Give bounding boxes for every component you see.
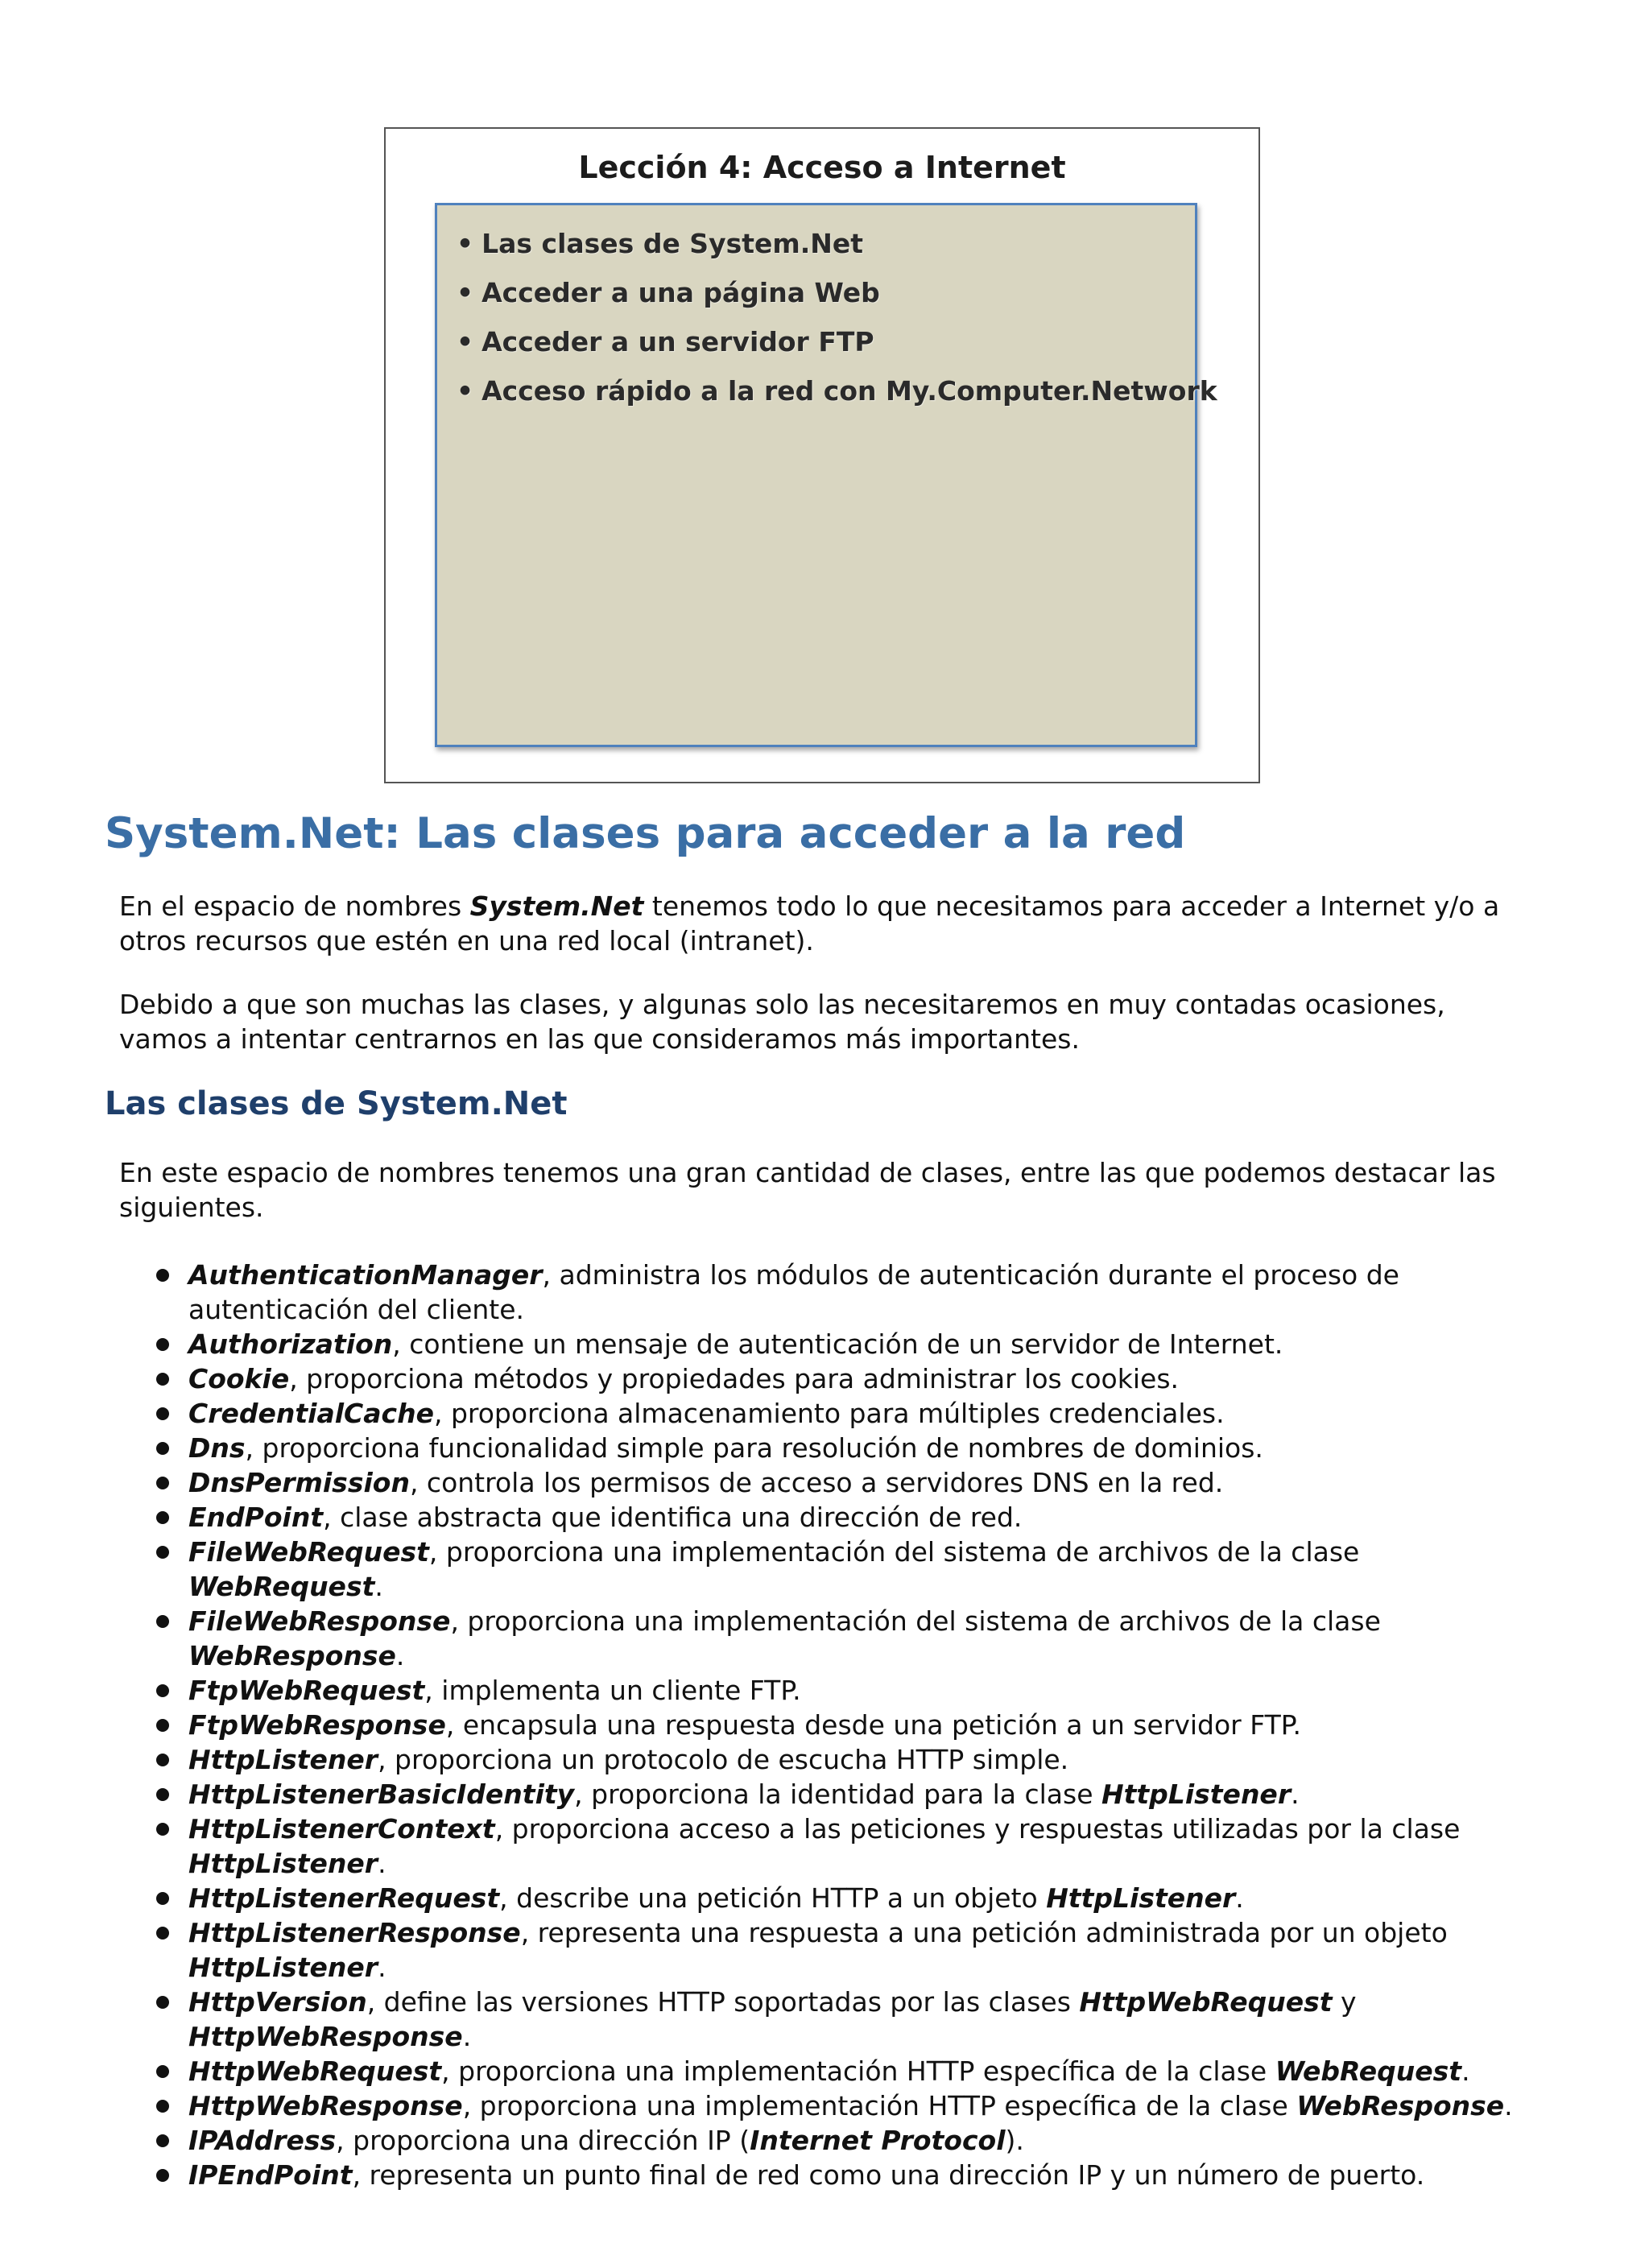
class-name: IPEndPoint	[188, 2159, 353, 2191]
class-reference: HttpListener	[188, 1952, 378, 1983]
class-description: , proporciona una implementación del sistema de archivos de la clase	[450, 1605, 1381, 1637]
class-name: DnsPermission	[188, 1467, 410, 1498]
class-name: HttpVersion	[188, 1986, 367, 2018]
class-list	[119, 1258, 1536, 2192]
class-description: , representa un punto final de red como una dirección IP y un número de puerto.	[352, 2159, 1425, 2191]
class-reference: WebResponse	[188, 1640, 396, 1671]
class-reference: WebRequest	[188, 1571, 375, 1602]
class-description: , proporciona una implementación HTTP específica de la clase	[462, 2090, 1297, 2121]
class-list-item	[119, 1500, 1536, 1535]
class-list-item	[119, 1673, 1536, 1708]
bullet-icon: •	[457, 228, 474, 259]
class-description: , proporciona acceso a las peticiones y respuestas utilizadas por la clase	[494, 1813, 1461, 1845]
bullet-icon: •	[457, 375, 474, 407]
bullet-icon: •	[457, 326, 474, 357]
class-name: Authorization	[188, 1328, 393, 1360]
class-list-item: FileWebRequest, proporciona una implementación del sistema de archivos de la clase WebRequest.	[119, 1535, 1536, 1604]
slide-title: Lección 4: Acceso a Internet	[578, 150, 1066, 185]
class-name: FtpWebResponse	[188, 1709, 446, 1741]
class-list-item: FileWebResponse, proporciona una implementación del sistema de archivos de la clase WebResponse.	[119, 1604, 1536, 1673]
class-list-item	[119, 1431, 1536, 1465]
class-name: FileWebRequest	[188, 1536, 429, 1568]
class-list-item	[119, 1742, 1536, 1777]
class-reference: HttpListener	[188, 1848, 378, 1879]
class-reference: HttpWebRequest	[1079, 1986, 1333, 2018]
class-reference: HttpListener	[1046, 1882, 1236, 1914]
class-description: , controla los permisos de acceso a servidores DNS en la red.	[409, 1467, 1224, 1498]
class-description: , implementa un cliente FTP.	[424, 1675, 801, 1706]
class-description: , encapsula una respuesta desde una petición a un servidor FTP.	[445, 1709, 1302, 1741]
class-description: , proporciona una dirección IP (	[336, 2125, 750, 2156]
section-intro-paragraph: En este espacio de nombres tenemos una gran cantidad de clases, entre las que podemos destacar las siguientes.	[119, 1157, 1496, 1223]
class-reference: Internet Protocol	[750, 2125, 1006, 2156]
class-description: , representa una respuesta a una petición administrada por un objeto	[520, 1917, 1448, 1948]
class-list-item: HttpListenerResponse, representa una respuesta a una petición administrada por un objeto HttpListener.	[119, 1915, 1536, 1985]
class-list-item	[119, 1258, 1536, 1327]
class-name: HttpListenerResponse	[188, 1917, 521, 1948]
intro-paragraph-2: Debido a que son muchas las clases, y algunas solo las necesitaremos en muy contadas ocasiones, vamos a intentar centrarnos en las que consideramos más importantes.	[119, 989, 1445, 1055]
class-description: , proporciona una implementación HTTP específica de la clase	[441, 2055, 1275, 2087]
class-list-item	[119, 1465, 1536, 1500]
section-heading: Las clases de System.Net	[105, 1085, 568, 1122]
slide-bullet: • Acceso rápido a la red con My.Computer.Network	[457, 372, 1195, 421]
class-description: , proporciona una implementación del sistema de archivos de la clase	[428, 1536, 1360, 1568]
slide-bullet: • Acceder a una página Web	[457, 274, 1195, 323]
class-name: HttpListenerContext	[188, 1813, 495, 1845]
class-description: , clase abstracta que identifica una dirección de red.	[323, 1502, 1023, 1533]
class-name: Dns	[188, 1432, 246, 1464]
slide-content-box	[435, 203, 1217, 747]
class-name: FtpWebRequest	[188, 1675, 425, 1706]
class-list-item: IPAddress, proporciona una dirección IP (Internet Protocol).	[119, 2123, 1536, 2158]
class-description: , administra los módulos de autenticación durante el proceso de autenticación del cliente.	[188, 1259, 1399, 1325]
class-name: IPAddress	[188, 2125, 337, 2156]
bullet-icon: •	[457, 277, 474, 308]
class-description: , contiene un mensaje de autenticación de un servidor de Internet.	[392, 1328, 1283, 1360]
slide-bullet: • Acceder a un servidor FTP	[457, 323, 1195, 372]
class-description: , describe una petición HTTP a un objeto	[499, 1882, 1047, 1914]
class-list-item	[119, 1361, 1536, 1396]
class-list-item: HttpWebRequest, proporciona una implementación HTTP específica de la clase WebRequest.	[119, 2054, 1536, 2088]
class-description: , proporciona funcionalidad simple para resolución de nombres de dominios.	[245, 1432, 1263, 1464]
namespace-name: System.Net	[469, 890, 644, 922]
class-list-item: HttpVersion, define las versiones HTTP soportadas por las clases HttpWebRequest y HttpWebResponse.	[119, 1985, 1536, 2054]
class-list-item: HttpListenerRequest, describe una petición HTTP a un objeto HttpListener.	[119, 1881, 1536, 1915]
slide-bullet: • Las clases de System.Net	[457, 225, 1195, 274]
class-name: Cookie	[188, 1363, 290, 1394]
class-reference: HttpWebResponse	[188, 2021, 463, 2052]
class-description: , proporciona almacenamiento para múltiples credenciales.	[433, 1398, 1225, 1429]
class-name: FileWebResponse	[188, 1605, 451, 1637]
class-list-item	[119, 1327, 1536, 1361]
class-reference: HttpListener	[1101, 1778, 1292, 1810]
class-name: CredentialCache	[188, 1398, 434, 1429]
class-list-item: HttpListenerBasicIdentity, proporciona la identidad para la clase HttpListener.	[119, 1777, 1536, 1812]
class-name: HttpListenerBasicIdentity	[188, 1778, 575, 1810]
class-name: EndPoint	[188, 1502, 324, 1533]
class-description: , proporciona un protocolo de escucha HTTP simple.	[378, 1744, 1069, 1775]
slide-image	[384, 127, 1260, 783]
class-name: HttpWebRequest	[188, 2055, 442, 2087]
class-list-item: HttpWebResponse, proporciona una implementación HTTP específica de la clase WebResponse.	[119, 2088, 1536, 2123]
class-name: HttpListener	[188, 1744, 378, 1775]
class-description: , define las versiones HTTP soportadas por las clases	[366, 1986, 1080, 2018]
class-name: HttpWebResponse	[188, 2090, 463, 2121]
class-list-item	[119, 2158, 1536, 2192]
intro-paragraph-1: En el espacio de nombres System.Net tenemos todo lo que necesitamos para acceder a Internet y/o a otros recursos que estén en una red local (intranet).	[119, 890, 1500, 956]
class-list-item	[119, 1396, 1536, 1431]
class-description: , proporciona la identidad para la clase	[574, 1778, 1102, 1810]
class-reference: WebRequest	[1275, 2055, 1462, 2087]
slide-bullet-list	[437, 205, 1217, 421]
class-reference: WebResponse	[1296, 2090, 1505, 2121]
class-name: HttpListenerRequest	[188, 1882, 500, 1914]
class-name: AuthenticationManager	[188, 1259, 543, 1291]
class-list-item: HttpListenerContext, proporciona acceso a las peticiones y respuestas utilizadas por la clase HttpListener.	[119, 1812, 1536, 1881]
class-description: , proporciona métodos y propiedades para administrar los cookies.	[289, 1363, 1180, 1394]
class-list-item	[119, 1708, 1536, 1742]
page-heading: System.Net: Las clases para acceder a la red	[105, 809, 1186, 858]
